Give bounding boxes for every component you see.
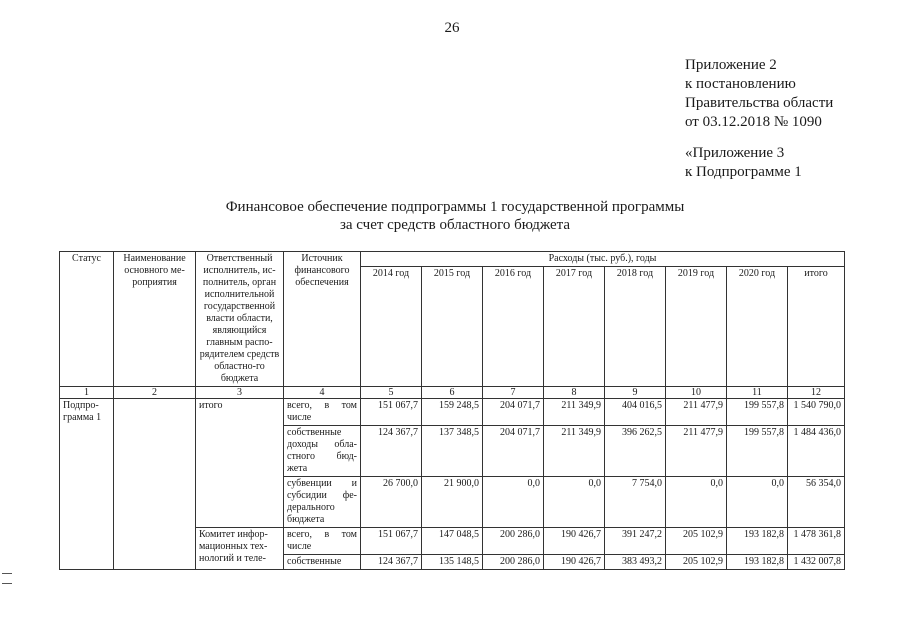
budget-table <box>59 251 845 570</box>
column-number-row <box>60 387 845 399</box>
value-cell: 190 426,7 <box>544 528 605 555</box>
value-cell: 404 016,5 <box>605 399 666 426</box>
value-cell: 124 367,7 <box>361 555 422 570</box>
value-cell: 151 067,7 <box>361 399 422 426</box>
header-year: 2014 год <box>361 267 422 387</box>
title-line: Финансовое обеспечение подпрограммы 1 государственной программы <box>225 199 685 215</box>
header-year: 2018 год <box>605 267 666 387</box>
appendix-subtitle-line: «Приложение 3 <box>685 145 785 161</box>
appendix-line: к постановлению <box>685 76 796 92</box>
header-row <box>60 252 845 267</box>
table-row <box>60 399 845 426</box>
value-cell: 200 286,0 <box>483 528 544 555</box>
value-cell: 124 367,7 <box>361 426 422 477</box>
value-cell: 7 754,0 <box>605 477 666 528</box>
value-cell: 205 102,9 <box>666 528 727 555</box>
page-number: 26 <box>444 20 460 36</box>
header-year: 2020 год <box>727 267 788 387</box>
total-cell: 1 484 436,0 <box>788 426 845 477</box>
status-cell: Подпро-грамма 1 <box>60 399 114 570</box>
value-cell: 135 148,5 <box>422 555 483 570</box>
value-cell: 211 477,9 <box>666 426 727 477</box>
header-executor: Ответственный исполнитель, ис-полнитель, орган исполнительной государственной власти области, являющийся главным распо-рядителем средств областно-го бюджета <box>196 252 284 387</box>
source-cell: субвенции и субсидии фе-дерального бюджета <box>284 477 361 528</box>
column-number: 9 <box>605 387 666 399</box>
source-cell: всего, в том числе <box>284 399 361 426</box>
appendix-line: Приложение 2 <box>685 57 777 73</box>
value-cell: 396 262,5 <box>605 426 666 477</box>
value-cell: 211 477,9 <box>666 399 727 426</box>
value-cell: 26 700,0 <box>361 477 422 528</box>
executor-cell: Комитет инфор-мационных тех-нологий и теле- <box>196 528 284 570</box>
value-cell: 199 557,8 <box>727 426 788 477</box>
header-total: итого <box>788 267 845 387</box>
column-number: 8 <box>544 387 605 399</box>
value-cell: 21 900,0 <box>422 477 483 528</box>
column-number: 10 <box>666 387 727 399</box>
column-number: 11 <box>727 387 788 399</box>
header-status: Статус <box>60 252 114 387</box>
value-cell: 190 426,7 <box>544 555 605 570</box>
total-cell: 1 478 361,8 <box>788 528 845 555</box>
header-year: 2019 год <box>666 267 727 387</box>
value-cell: 151 067,7 <box>361 528 422 555</box>
value-cell: 199 557,8 <box>727 399 788 426</box>
value-cell: 0,0 <box>544 477 605 528</box>
value-cell: 383 493,2 <box>605 555 666 570</box>
header-year: 2017 год <box>544 267 605 387</box>
spacer <box>685 132 833 144</box>
executor-cell: итого <box>196 399 284 528</box>
value-cell: 0,0 <box>666 477 727 528</box>
document-title <box>160 198 750 234</box>
value-cell: 200 286,0 <box>483 555 544 570</box>
value-cell: 391 247,2 <box>605 528 666 555</box>
value-cell: 204 071,7 <box>483 426 544 477</box>
column-number: 3 <box>196 387 284 399</box>
total-cell: 1 540 790,0 <box>788 399 845 426</box>
value-cell: 0,0 <box>483 477 544 528</box>
value-cell: 205 102,9 <box>666 555 727 570</box>
column-number: 1 <box>60 387 114 399</box>
column-number: 2 <box>114 387 196 399</box>
value-cell: 137 348,5 <box>422 426 483 477</box>
appendix-block <box>685 56 833 182</box>
header-measure: Наименование основного ме-роприятия <box>114 252 196 387</box>
value-cell: 147 048,5 <box>422 528 483 555</box>
column-number: 5 <box>361 387 422 399</box>
appendix-subtitle-line: к Подпрограмме 1 <box>685 164 802 180</box>
value-cell: 211 349,9 <box>544 426 605 477</box>
header-year: 2016 год <box>483 267 544 387</box>
value-cell: 193 182,8 <box>727 528 788 555</box>
source-cell: всего, в том числе <box>284 528 361 555</box>
margin-mark <box>2 583 12 584</box>
column-number: 7 <box>483 387 544 399</box>
value-cell: 0,0 <box>727 477 788 528</box>
total-cell: 56 354,0 <box>788 477 845 528</box>
column-number: 6 <box>422 387 483 399</box>
measure-cell <box>114 399 196 570</box>
value-cell: 204 071,7 <box>483 399 544 426</box>
title-line: за счет средств областного бюджета <box>339 217 571 233</box>
header-expenses: Расходы (тыс. руб.), годы <box>361 252 845 267</box>
appendix-line: Правительства области <box>685 95 834 111</box>
header-year: 2015 год <box>422 267 483 387</box>
source-cell: собственные <box>284 555 361 570</box>
value-cell: 159 248,5 <box>422 399 483 426</box>
column-number: 4 <box>284 387 361 399</box>
source-cell: собственные доходы обла-стного бюд-жета <box>284 426 361 477</box>
total-cell: 1 432 007,8 <box>788 555 845 570</box>
header-source: Источник финансового обеспечения <box>284 252 361 387</box>
margin-mark <box>2 573 12 574</box>
column-number: 12 <box>788 387 845 399</box>
appendix-line: от 03.12.2018 № 1090 <box>685 114 822 130</box>
value-cell: 211 349,9 <box>544 399 605 426</box>
value-cell: 193 182,8 <box>727 555 788 570</box>
